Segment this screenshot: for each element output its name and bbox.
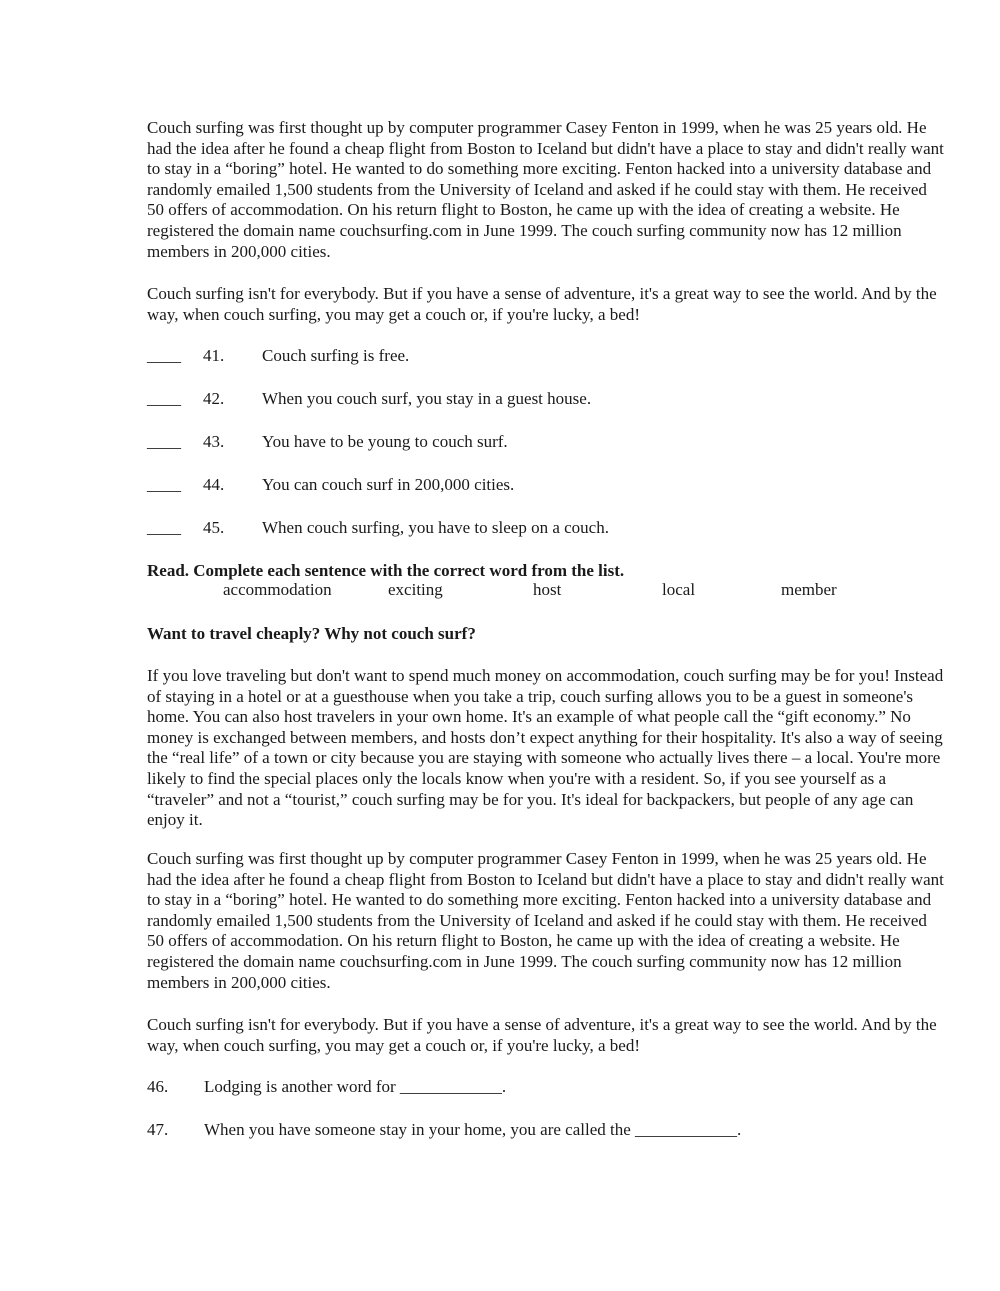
article-title: Want to travel cheaply? Why not couch surf? [147,624,476,643]
question-number: 47. [147,1120,169,1139]
article-paragraph: Couch surfing isn't for everybody. But if you have a sense of adventure, it's a great way to see the world. And by the way, when couch surfing, you may get a couch or, if you're lucky, a bed! [147,1015,937,1055]
question-text[interactable]: Lodging is another word for ____________. [204,1077,507,1096]
question-44 [147,475,847,496]
question-number: 46. [147,1077,169,1096]
answer-blank[interactable]: ____ [147,389,181,408]
word-bank [0,580,1000,601]
question-text: When couch surfing, you have to sleep on a couch. [262,518,609,537]
section-instruction: Read. Complete each sentence with the correct word from the list. [147,561,625,580]
answer-blank[interactable]: ____ [147,518,181,537]
passage-paragraph: Couch surfing isn't for everybody. But if you have a sense of adventure, it's a great way to see the world. And by the way, when couch surfing, you may get a couch or, if you're lucky, a bed! [147,284,937,324]
answer-blank[interactable]: ____ [147,475,181,494]
word-bank-item: host [533,580,562,599]
question-text[interactable]: When you have someone stay in your home, you are called the ____________. [204,1120,742,1139]
question-text: Couch surfing is free. [262,346,410,365]
question-46 [147,1077,847,1098]
article-paragraph: Couch surfing was first thought up by computer programmer Casey Fenton in 1999, when he was 25 years old. He had the idea after he found a cheap flight from Boston to Iceland but didn't have a place to stay and didn't really want to stay in a “boring” hotel. He wanted to do something more exciting. Fenton hacked into a university database and randomly emailed 1,500 students from the University of Iceland and asked if he could stay with them. He received 50 offers of accommodation. On his return flight to Boston, he came up with the idea of creating a website. He registered the domain name couchsurfing.com in June 1999. The couch surfing community now has 12 million members in 200,000 cities. [147,849,944,992]
word-bank-item: accommodation [223,580,332,599]
question-number: 43. [203,432,225,451]
question-42 [147,389,847,410]
answer-blank[interactable]: ____ [147,432,181,451]
question-43 [147,432,847,453]
question-text: When you couch surf, you stay in a guest house. [262,389,592,408]
question-number: 44. [203,475,225,494]
answer-blank[interactable]: ____ [147,346,181,365]
question-text: You have to be young to couch surf. [262,432,508,451]
passage-paragraph: Couch surfing was first thought up by computer programmer Casey Fenton in 1999, when he was 25 years old. He had the idea after he found a cheap flight from Boston to Iceland but didn't have a place to stay and didn't really want to stay in a “boring” hotel. He wanted to do something more exciting. Fenton hacked into a university database and randomly emailed 1,500 students from the University of Iceland and asked if he could stay with them. He received 50 offers of accommodation. On his return flight to Boston, he came up with the idea of creating a website. He registered the domain name couchsurfing.com in June 1999. The couch surfing community now has 12 million members in 200,000 cities. [147,118,944,261]
question-number: 45. [203,518,225,537]
question-41 [147,346,847,367]
question-number: 41. [203,346,225,365]
question-number: 42. [203,389,225,408]
question-47 [147,1120,847,1141]
word-bank-item: local [662,580,696,599]
word-bank-item: member [781,580,837,599]
question-text: You can couch surf in 200,000 cities. [262,475,515,494]
word-bank-item: exciting [388,580,443,599]
question-45 [147,518,847,539]
article-paragraph: If you love traveling but don't want to spend much money on accommodation, couch surfing may be for you! Instead of staying in a hotel or at a guesthouse when you take a trip, couch surfing allows you to be a guest in someone's home. You can also host travelers in your own home. It's an example of what people call the “gift economy.” No money is exchanged between members, and hosts don’t expect anything for their hospitality. It's also a way of seeing the “real life” of a town or city because you are staying with someone who actually lives there – a local. You're more likely to find the special places only the locals know when you're with a resident. So, if you see yourself as a “traveler” and not a “tourist,” couch surfing may be for you. It's ideal for backpackers, but people of any age can enjoy it. [147,666,944,830]
